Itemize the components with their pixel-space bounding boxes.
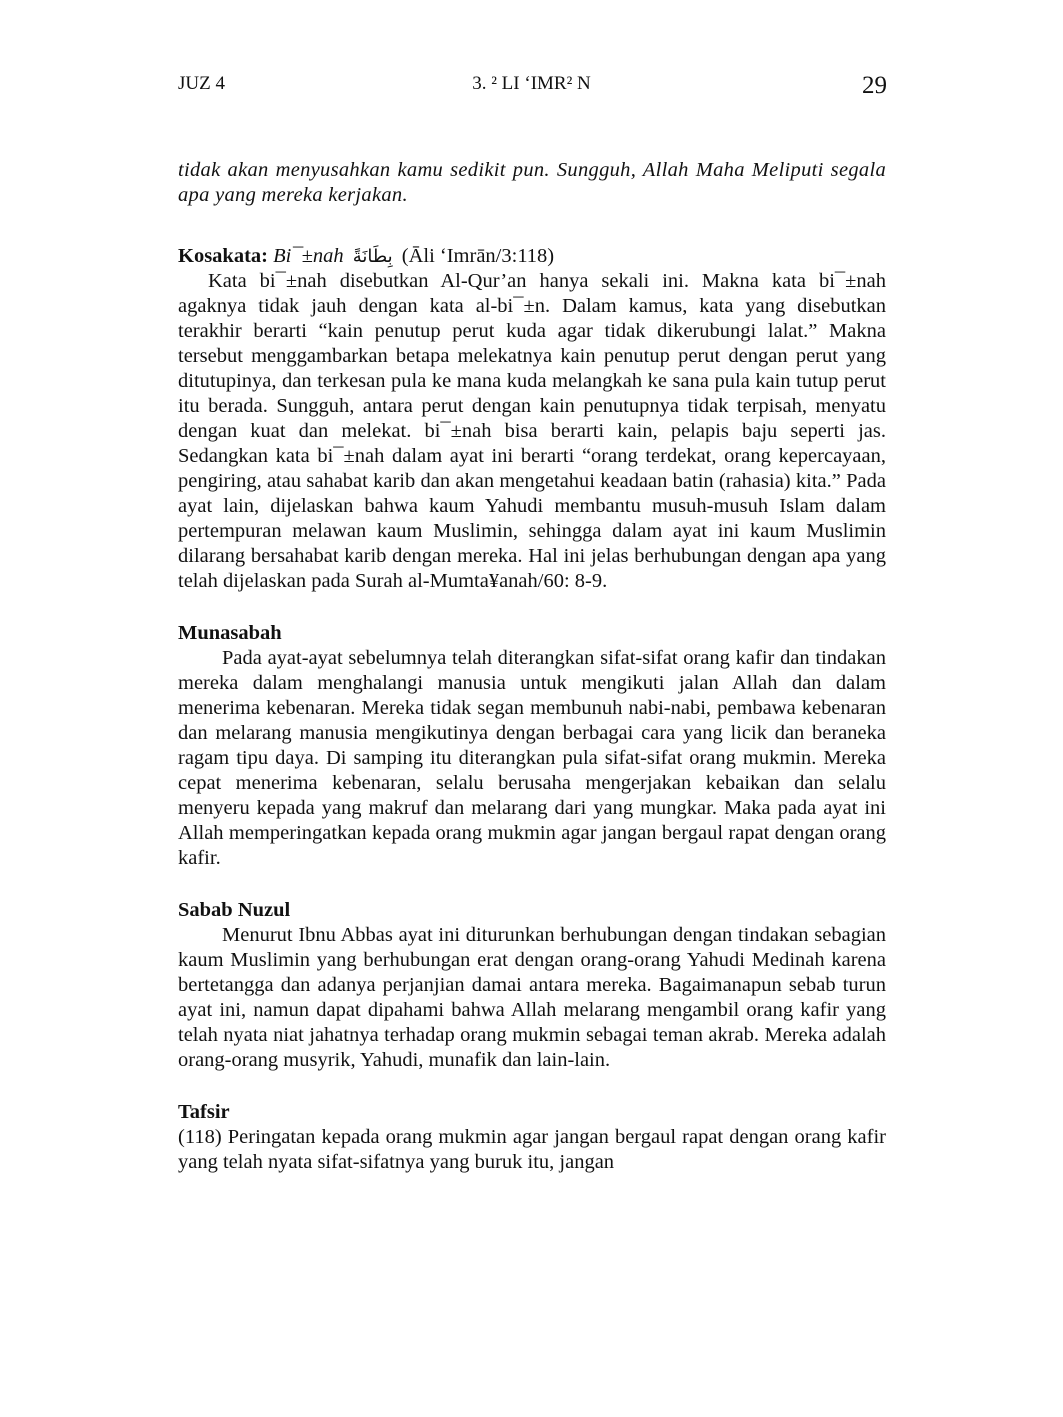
kosakata-reference: (Āli ‘Imrān/3:118) (401, 245, 555, 267)
kosakata-label: Kosakata: (178, 245, 268, 267)
intro-paragraph: tidak akan menyusahkan kamu sedikit pun. Sungguh, Allah Maha Meliputi segala apa yang mereka kerjakan. (178, 159, 886, 206)
sabab-nuzul-heading: Sabab Nuzul (178, 899, 291, 921)
page-number: 29 (862, 72, 887, 99)
kosakata-arabic: بِطَانَةً (352, 246, 393, 267)
munasabah-heading: Munasabah (178, 622, 282, 644)
running-header-surah: 3. ² LI ‘IMR² N (472, 73, 591, 94)
kosakata-line (178, 244, 886, 269)
tafsir-body: (118) Peringatan kepada orang mukmin agar jangan bergaul rapat dengan orang kafir yang telah nyata sifat-sifatnya yang buruk itu, jangan (178, 1126, 886, 1173)
tafsir-heading: Tafsir (178, 1101, 230, 1123)
munasabah-body: Pada ayat-ayat sebelumnya telah diterangkan sifat-sifat orang kafir dan tindakan mereka dalam menghalangi manusia untuk mengikuti jalan Allah dan dalam menerima kebenaran. Mereka tidak segan membunuh nabi-nabi, pembawa kebenaran dan melarang manusia mengikutinya dengan berbagai cara yang licik dan beraneka ragam tipu daya. Di samping itu diterangkan pula sifat-sifat orang mukmin. Mereka cepat menerima kebenaran, selalu berusaha mengerjakan kebaikan dan selalu menyeru kepada yang makruf dan melarang dari yang mungkar. Maka pada ayat ini Allah memperingatkan kepada orang mukmin agar jangan bergaul rapat dengan orang kafir. (178, 647, 886, 869)
kosakata-body: Kata bi¯±nah disebutkan Al-Qur’an hanya sekali ini. Makna kata bi¯±nah agaknya tidak jauh dengan kata al-bi¯±n. Dalam kamus, kata yang disebutkan terakhir berarti “kain penutup perut kuda agar tidak dikerubungi lalat.” Makna tersebut menggambarkan betapa melekatnya kain penutup perut dengan perut yang ditutupinya, dan terkesan pula ke mana kuda melangkah ke sana pula kain tutup perut itu berada. Sungguh, antara perut dengan kain penutupnya tidak terpisah, menyatu dengan kuat dan melekat. bi¯±nah bisa berarti kain, pelapis baju seperti jas. Sedangkan kata bi¯±nah dalam ayat ini berarti “orang terdekat, orang kepercayaan, pengiring, atau sahabat karib dan akan mengetahui keadaan batin (rahasia) kita.” Pada ayat lain, dijelaskan bahwa kaum Yahudi membantu musuh-musuh Islam dalam pertempuran melawan kaum Muslimin, sehingga dalam ayat ini kaum Muslimin dilarang bersahabat karib dengan mereka. Hal ini jelas berhubungan dengan apa yang telah dijelaskan pada Surah al-Mumta¥anah/60: 8-9. (178, 270, 886, 592)
main-content (178, 158, 886, 1175)
running-header-juz: JUZ 4 (178, 73, 225, 94)
sabab-nuzul-body: Menurut Ibnu Abbas ayat ini diturunkan berhubungan dengan tindakan sebagian kaum Muslimin yang berhubungan erat dengan orang-orang Yahudi Medinah karena bertetangga dan adanya perjanjian damai antara mereka. Bagaimanapun sebab turun ayat ini, namun dapat dipahami bahwa Allah melarang mengambil orang kafir yang telah nyata niat jahatnya terhadap orang mukmin sebagai teman akrab. Mereka adalah orang-orang musyrik, Yahudi, munafik dan lain-lain. (178, 924, 886, 1071)
kosakata-term: Bi¯±nah (273, 245, 344, 267)
